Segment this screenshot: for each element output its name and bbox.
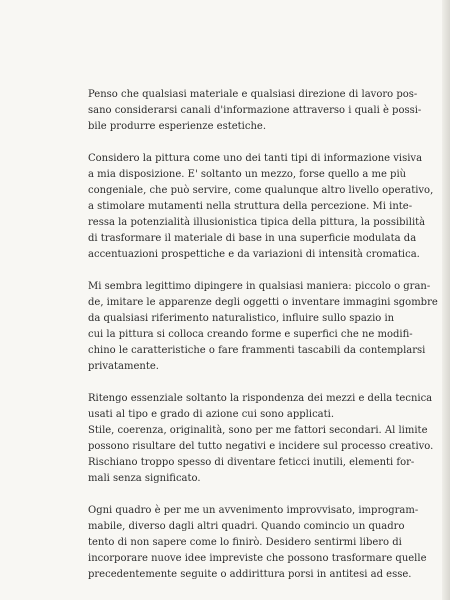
text-line: Penso che qualsiasi materiale e qualsiasi direzione di lavoro pos- (88, 89, 418, 100)
text-line: di trasformare il materiale di base in una superficie modulata da (88, 233, 417, 244)
text-line: privatamente. (88, 361, 159, 372)
text-line: Considero la pittura come uno dei tanti tipi di informazione visiva (88, 153, 423, 164)
text-line: a mia disposizione. E' soltanto un mezzo, forse quello a me più (88, 169, 407, 180)
text-line: mabile, diverso dagli altri quadri. Quando comincio un quadro (88, 521, 405, 532)
paragraph-3 (88, 279, 438, 375)
page-edge-shadow (442, 0, 450, 600)
paragraph-1 (88, 87, 422, 135)
text-line: incorporare nuove idee impreviste che possono trasformare quelle (88, 553, 427, 564)
text-line: precedentemente seguite o addirittura porsi in antitesi ad esse. (88, 569, 412, 580)
text-line: congeniale, che può servire, come qualunque altro livello operativo, (88, 185, 434, 196)
text-line: da qualsiasi riferimento naturalistico, influire sullo spazio in (88, 313, 395, 324)
text-line: cui la pittura si colloca creando forme e superfici che ne modifi- (88, 329, 413, 340)
text-line: sano considerarsi canali d'informazione attraverso i quali è possi- (88, 105, 422, 116)
text-line: bile produrre esperienze estetiche. (88, 121, 267, 132)
text-line: usati al tipo e grado di azione cui sono applicati. (88, 409, 335, 420)
text-line: tento di non sapere come lo finirò. Desidero sentirmi libero di (88, 537, 402, 548)
body-text (88, 87, 438, 599)
text-line: mali senza significato. (88, 473, 201, 484)
text-line: Rischiano troppo spesso di diventare feticci inutili, elementi for- (88, 457, 415, 468)
text-line: a stimolare mutamenti nella struttura della percezione. Mi inte- (88, 201, 413, 212)
text-line: Stile, coerenza, originalità, sono per me fattori secondari. Al limite (88, 425, 428, 436)
text-line: Mi sembra legittimo dipingere in qualsiasi maniera: piccolo o gran- (88, 281, 431, 292)
text-line: chino le caratteristiche o fare frammenti tascabili da contemplarsi (88, 345, 426, 356)
text-line: ressa la potenzialità illusionistica tipica della pittura, la possibilità (88, 217, 426, 228)
text-line: possono risultare del tutto negativi e incidere sul processo creativo. (88, 441, 434, 452)
paragraph-5 (88, 503, 427, 583)
text-line: Ogni quadro è per me un avvenimento improvvisato, improgram- (88, 505, 419, 516)
paragraph-2 (88, 151, 434, 263)
text-line: accentuazioni prospettiche e da variazioni di intensità cromatica. (88, 249, 420, 260)
text-line: Ritengo essenziale soltanto la rispondenza dei mezzi e della tecnica (88, 393, 433, 404)
paragraph-4 (88, 391, 434, 487)
text-line: de, imitare le apparenze degli oggetti o inventare immagini sgombre (88, 297, 438, 308)
